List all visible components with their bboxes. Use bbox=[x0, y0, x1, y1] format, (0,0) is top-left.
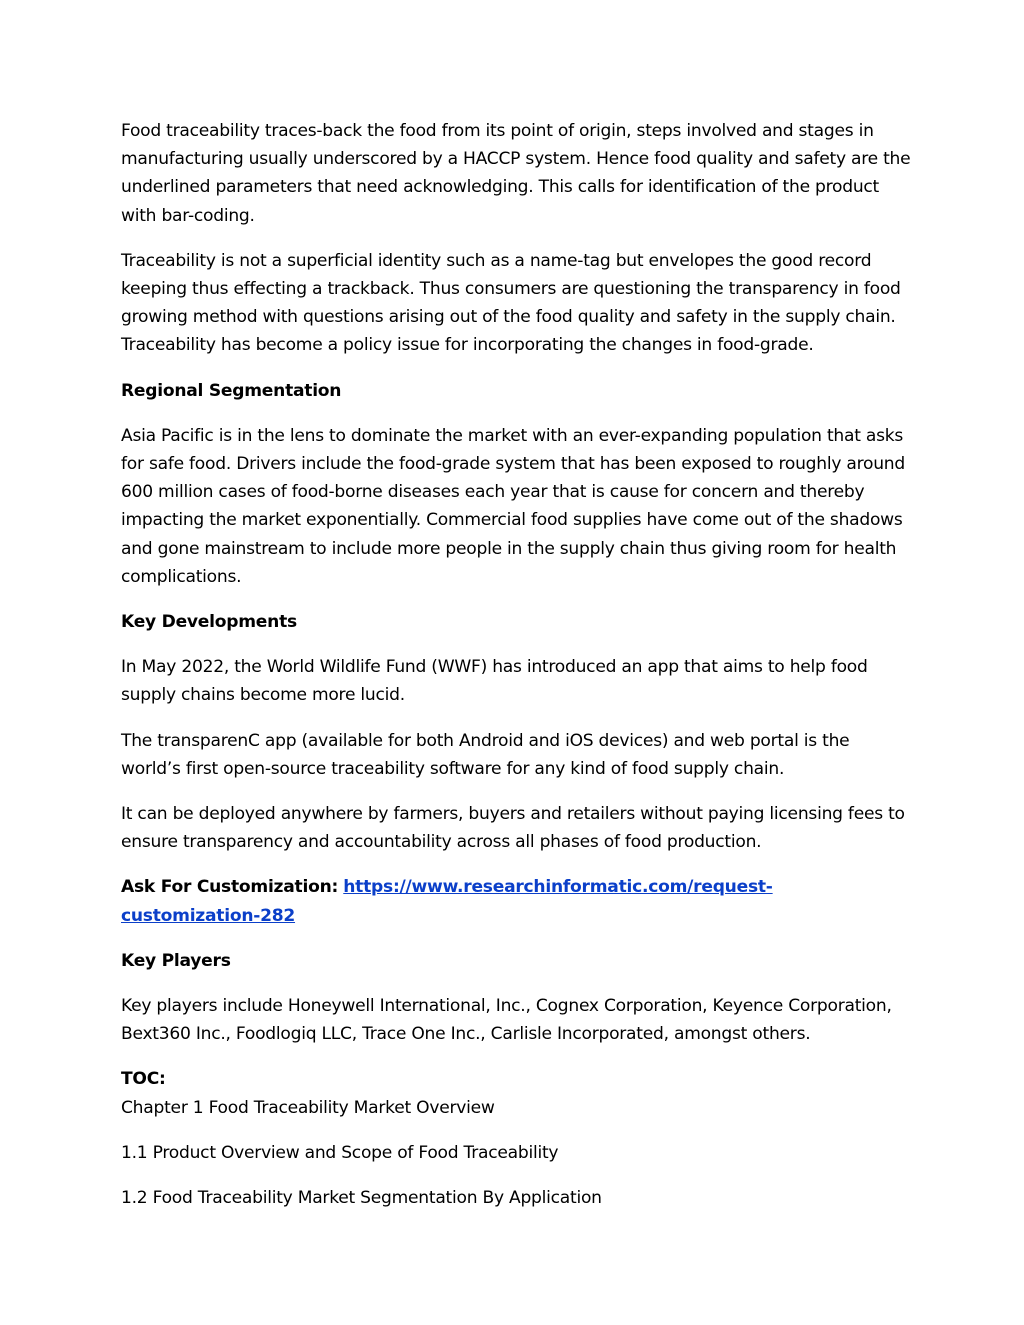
regional-segmentation-paragraph: Asia Pacific is in the lens to dominate the market with an ever-expanding population that asks for safe food. Drivers include the food-grade system that has been exposed to roughly around 600 million cases of food-borne diseases each year that is cause for concern and thereby impacting the market exponentially. Commercial food supplies have come out of the shadows and gone mainstream to include more people in the supply chain thus giving room for health complications. bbox=[121, 425, 905, 587]
customization-line bbox=[121, 873, 911, 929]
key-developments-paragraph-3: It can be deployed anywhere by farmers, buyers and retailers without paying licensing fees to ensure transparency and accountability across all phases of food production. bbox=[121, 804, 905, 853]
traceability-paragraph: Traceability is not a superficial identity such as a name-tag but envelopes the good record keeping thus effecting a trackback. Thus consumers are questioning the transparency in food growing method with questions arising out of the food quality and safety in the supply chain. Traceability has become a policy issue for incorporating the changes in food-grade. bbox=[121, 250, 901, 356]
toc-block bbox=[121, 1065, 911, 1121]
toc-item-1-2: 1.2 Food Traceability Market Segmentation By Application bbox=[121, 1188, 602, 1209]
toc-item-1-1: 1.1 Product Overview and Scope of Food Traceability bbox=[121, 1142, 559, 1163]
customization-label: Ask For Customization: bbox=[121, 877, 339, 898]
key-developments-paragraph-2: The transparenC app (available for both Android and iOS devices) and web portal is the world’s first open-source traceability software for any kind of food supply chain. bbox=[121, 730, 850, 779]
regional-segmentation-heading: Regional Segmentation bbox=[121, 380, 342, 401]
key-players-heading: Key Players bbox=[121, 950, 231, 971]
key-developments-paragraph-1: In May 2022, the World Wildlife Fund (WWF) has introduced an app that aims to help food supply chains become more lucid. bbox=[121, 657, 868, 706]
customization-link[interactable]: https://www.researchinformatic.com/request-customization-282 bbox=[121, 877, 773, 926]
intro-paragraph: Food traceability traces-back the food from its point of origin, steps involved and stages in manufacturing usually underscored by a HACCP system. Hence food quality and safety are the underlined parameters that need acknowledging. This calls for identification of the product with bar-coding. bbox=[121, 121, 911, 226]
key-players-paragraph: Key players include Honeywell International, Inc., Cognex Corporation, Keyence Corporation, Bext360 Inc., Foodlogiq LLC, Trace One Inc., Carlisle Incorporated, amongst others. bbox=[121, 996, 892, 1045]
document-page bbox=[121, 117, 911, 1229]
toc-title: TOC: bbox=[121, 1069, 166, 1090]
toc-item-chapter-1: Chapter 1 Food Traceability Market Overview bbox=[121, 1097, 495, 1118]
key-developments-heading: Key Developments bbox=[121, 612, 297, 633]
